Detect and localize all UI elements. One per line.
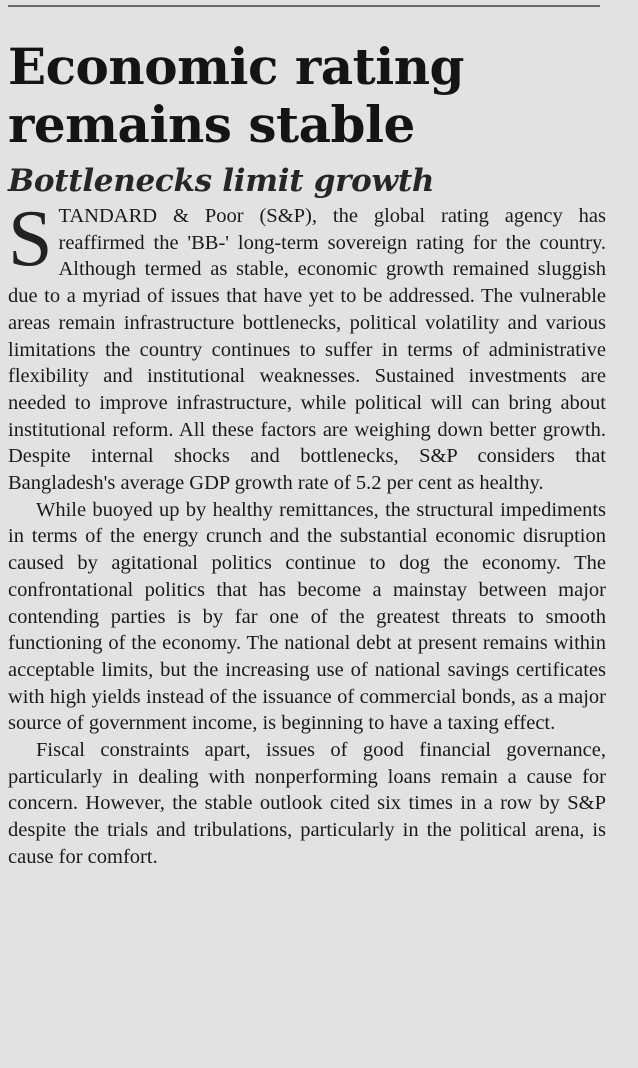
- top-rule: [8, 5, 600, 7]
- paragraph-3: Fiscal constraints apart, issues of good financial governance, particularly in dealing with nonperforming loans remain a cause for concern. However, the stable outlook cited six times in a row by S&P despite the trials and tribulations, particularly in the political arena, is cause for comfort.: [8, 739, 606, 868]
- headline-line-1: Economic rating: [8, 37, 465, 96]
- headline: [8, 38, 606, 154]
- subheadline: Bottlenecks limit growth: [8, 163, 435, 199]
- drop-cap: S: [8, 195, 53, 283]
- paragraph-1-text: TANDARD & Poor (S&P), the global rating agency has reaffirmed the 'BB-' long-term sovereign rating for the country. Although termed as stable, economic growth remained sluggish due to a myriad of issues that have yet to be addressed. The vulnerable areas remain infrastructure bottlenecks, political volatility and various limitations the country continues to suffer in terms of administrative flexibility and institutional weaknesses. Sustained investments are needed to improve infrastructure, while political will can bring about institutional reform. All these factors are weighing down better growth. Despite internal shocks and bottlenecks, S&P considers that Bangladesh's average GDP growth rate of 5.2 per cent as healthy.: [8, 205, 606, 495]
- article-body: [8, 195, 606, 871]
- paragraph-1: [8, 195, 606, 497]
- headline-line-2: remains stable: [8, 95, 415, 154]
- paragraph-2: While buoyed up by healthy remittances, the structural impediments in terms of the energy crunch and the substantial economic disruption caused by agitational politics continue to dog the economy. The confrontational politics that has become a mainstay between major contending parties is by far one of the greatest threats to smooth functioning of the economy. The national debt at present remains within acceptable limits, but the increasing use of national savings certificates with high yields instead of the issuance of commercial bonds, as a major source of government income, is beginning to have a taxing effect.: [8, 498, 606, 735]
